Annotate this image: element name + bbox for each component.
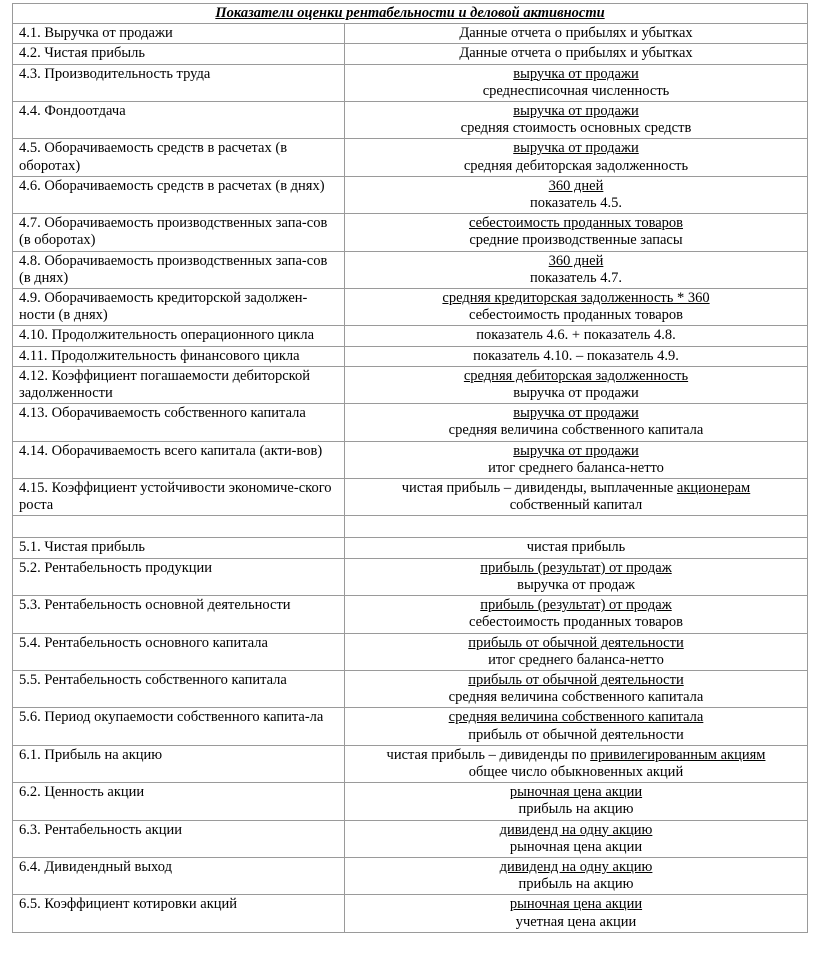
indicator-formula bbox=[345, 139, 808, 176]
indicator-formula bbox=[345, 404, 808, 441]
table-row bbox=[13, 289, 808, 326]
indicator-name: 4.14. Оборачиваемость всего капитала (акти-вов) bbox=[13, 441, 345, 478]
formula-numerator bbox=[351, 443, 801, 460]
numerator-text: дивиденд на одну акцию bbox=[499, 821, 653, 838]
table-row bbox=[13, 479, 808, 516]
empty-separator-row bbox=[13, 516, 808, 538]
numerator-text: прибыль от обычной деятельности bbox=[468, 671, 684, 688]
indicator-name: 4.9. Оборачиваемость кредиторской задолжен-ности (в днях) bbox=[13, 289, 345, 326]
table-row bbox=[13, 538, 808, 558]
formula-denominator: средняя стоимость основных средств bbox=[460, 120, 692, 137]
table-row bbox=[13, 783, 808, 820]
indicator-name: 4.11. Продолжительность финансового цикла bbox=[13, 346, 345, 366]
indicator-formula bbox=[345, 214, 808, 251]
formula-denominator: собственный капитал bbox=[509, 497, 643, 514]
formula-denominator: прибыль на акцию bbox=[518, 801, 634, 818]
formula-numerator bbox=[351, 103, 801, 120]
indicator-name: 4.3. Производительность труда bbox=[13, 64, 345, 101]
indicator-formula bbox=[345, 895, 808, 932]
formula-value: Данные отчета о прибылях и убытках bbox=[459, 25, 693, 42]
numerator-text: выручка от продажи bbox=[513, 442, 639, 459]
indicator-name: 5.4. Рентабельность основного капитала bbox=[13, 633, 345, 670]
formula-denominator: общее число обыкновенных акций bbox=[468, 763, 684, 780]
indicator-formula bbox=[345, 558, 808, 595]
indicator-formula bbox=[345, 24, 808, 44]
table-row bbox=[13, 176, 808, 213]
indicator-formula bbox=[345, 441, 808, 478]
formula-value: чистая прибыль bbox=[526, 539, 626, 556]
table-row bbox=[13, 633, 808, 670]
indicator-name: 4.8. Оборачиваемость производственных запа-сов (в днях) bbox=[13, 251, 345, 288]
indicator-formula bbox=[345, 633, 808, 670]
formula-denominator: учетная цена акции bbox=[515, 913, 637, 930]
indicator-name: 6.2. Ценность акции bbox=[13, 783, 345, 820]
formula-numerator bbox=[351, 747, 801, 764]
table-row bbox=[13, 404, 808, 441]
table-row bbox=[13, 24, 808, 44]
table-title: Показатели оценки рентабельности и деловой активности bbox=[13, 4, 808, 24]
table-row bbox=[13, 441, 808, 478]
table-row bbox=[13, 558, 808, 595]
indicator-formula bbox=[345, 783, 808, 820]
formula-numerator bbox=[351, 66, 801, 83]
table-row bbox=[13, 214, 808, 251]
table-row bbox=[13, 366, 808, 403]
numerator-text: прибыль от обычной деятельности bbox=[468, 634, 684, 651]
formula-numerator bbox=[351, 215, 801, 232]
numerator-text: себестоимость проданных товаров bbox=[468, 215, 684, 232]
formula-denominator: показатель 4.7. bbox=[529, 269, 623, 286]
numerator-text: средняя величина собственного капитала bbox=[448, 709, 704, 726]
formula-numerator bbox=[351, 896, 801, 913]
table-header-row bbox=[13, 4, 808, 24]
numerator-text: 360 дней bbox=[548, 177, 604, 194]
indicator-formula bbox=[345, 596, 808, 633]
formula-denominator: выручка от продажи bbox=[513, 385, 639, 402]
numerator-text: выручка от продажи bbox=[513, 65, 639, 82]
formula-denominator: средняя величина собственного капитала bbox=[448, 689, 704, 706]
formula-denominator: средняя дебиторская задолженность bbox=[463, 157, 689, 174]
formula-numerator bbox=[351, 140, 801, 157]
indicator-name: 4.12. Коэффициент погашаемости дебиторской задолженности bbox=[13, 366, 345, 403]
indicator-formula bbox=[345, 745, 808, 782]
formula-numerator bbox=[351, 859, 801, 876]
table-row bbox=[13, 326, 808, 346]
formula-denominator: себестоимость проданных товаров bbox=[468, 614, 684, 631]
indicator-name: 4.10. Продолжительность операционного цикла bbox=[13, 326, 345, 346]
indicator-formula bbox=[345, 289, 808, 326]
indicator-formula bbox=[345, 366, 808, 403]
numerator-text: дивиденд на одну акцию bbox=[499, 858, 653, 875]
numerator-text: прибыль (результат) от продаж bbox=[480, 597, 672, 614]
indicator-name: 4.6. Оборачиваемость средств в расчетах (в днях) bbox=[13, 176, 345, 213]
indicator-name: 6.4. Дивидендный выход bbox=[13, 857, 345, 894]
indicator-name: 4.15. Коэффициент устойчивости экономиче-ского роста bbox=[13, 479, 345, 516]
indicator-formula bbox=[345, 820, 808, 857]
formula-value: Данные отчета о прибылях и убытках bbox=[459, 45, 693, 62]
formula-numerator bbox=[351, 368, 801, 385]
table-row bbox=[13, 857, 808, 894]
numerator-text: средняя дебиторская задолженность bbox=[463, 367, 689, 384]
numerator-text: средняя кредиторская задолженность * 360 bbox=[442, 290, 710, 307]
indicator-name: 6.1. Прибыль на акцию bbox=[13, 745, 345, 782]
table-row bbox=[13, 44, 808, 64]
table-row bbox=[13, 102, 808, 139]
numerator-prefix: чистая прибыль – дивиденды по bbox=[386, 746, 591, 763]
indicator-formula bbox=[345, 102, 808, 139]
table-row bbox=[13, 251, 808, 288]
indicator-name: 4.13. Оборачиваемость собственного капитала bbox=[13, 404, 345, 441]
formula-denominator: прибыль на акцию bbox=[518, 876, 634, 893]
table-row bbox=[13, 708, 808, 745]
indicator-name: 4.2. Чистая прибыль bbox=[13, 44, 345, 64]
formula-numerator bbox=[351, 480, 801, 497]
indicator-name: 5.5. Рентабельность собственного капитала bbox=[13, 670, 345, 707]
formula-numerator bbox=[351, 635, 801, 652]
indicator-formula bbox=[345, 479, 808, 516]
indicator-formula bbox=[345, 251, 808, 288]
indicator-formula bbox=[345, 708, 808, 745]
formula-numerator bbox=[351, 560, 801, 577]
numerator-text: выручка от продажи bbox=[513, 103, 639, 120]
indicator-name: 4.7. Оборачиваемость производственных запа-сов (в оборотах) bbox=[13, 214, 345, 251]
formula-denominator: рыночная цена акции bbox=[509, 838, 643, 855]
numerator-text: рыночная цена акции bbox=[509, 896, 643, 913]
formula-numerator bbox=[351, 405, 801, 422]
indicator-formula bbox=[345, 670, 808, 707]
formula-numerator bbox=[351, 709, 801, 726]
table-row bbox=[13, 820, 808, 857]
table-row bbox=[13, 895, 808, 932]
formula-numerator bbox=[351, 253, 801, 270]
table-row bbox=[13, 139, 808, 176]
numerator-text: рыночная цена акции bbox=[509, 784, 643, 801]
formula-numerator bbox=[351, 672, 801, 689]
formula-denominator: выручка от продаж bbox=[517, 576, 635, 593]
table-row bbox=[13, 64, 808, 101]
indicator-name: 6.3. Рентабельность акции bbox=[13, 820, 345, 857]
formula-denominator: итог среднего баланса-нетто bbox=[488, 459, 664, 476]
indicator-name: 5.2. Рентабельность продукции bbox=[13, 558, 345, 595]
table-row bbox=[13, 346, 808, 366]
indicator-formula bbox=[345, 857, 808, 894]
numerator-text: выручка от продажи bbox=[513, 140, 639, 157]
indicator-formula bbox=[345, 176, 808, 213]
formula-denominator: средние производственные запасы bbox=[469, 232, 683, 249]
numerator-underlined: привилегированным акциям bbox=[590, 746, 766, 763]
formula-numerator bbox=[351, 597, 801, 614]
formula-denominator: итог среднего баланса-нетто bbox=[488, 651, 664, 668]
formula-denominator: прибыль от обычной деятельности bbox=[468, 726, 684, 743]
formula-denominator: себестоимость проданных товаров bbox=[468, 307, 684, 324]
indicator-formula bbox=[345, 64, 808, 101]
formula-denominator: средняя величина собственного капитала bbox=[448, 422, 704, 439]
formula-denominator: среднесписочная численность bbox=[482, 82, 670, 99]
indicator-name: 4.5. Оборачиваемость средств в расчетах (в оборотах) bbox=[13, 139, 345, 176]
numerator-text: 360 дней bbox=[548, 252, 604, 269]
indicator-name: 5.3. Рентабельность основной деятельности bbox=[13, 596, 345, 633]
table-row bbox=[13, 670, 808, 707]
formula-denominator: показатель 4.5. bbox=[529, 195, 623, 212]
indicator-name: 4.4. Фондоотдача bbox=[13, 102, 345, 139]
indicator-formula bbox=[345, 44, 808, 64]
formula-numerator bbox=[351, 290, 801, 307]
indicators-table bbox=[12, 3, 808, 933]
formula-numerator bbox=[351, 822, 801, 839]
formula-numerator bbox=[351, 178, 801, 195]
indicator-name: 5.1. Чистая прибыль bbox=[13, 538, 345, 558]
formula-value: показатель 4.6. + показатель 4.8. bbox=[476, 327, 676, 344]
indicator-formula bbox=[345, 326, 808, 346]
numerator-prefix: чистая прибыль – дивиденды, выплаченные bbox=[401, 480, 677, 497]
numerator-underlined: акционерам bbox=[676, 480, 751, 497]
numerator-text: прибыль (результат) от продаж bbox=[480, 559, 672, 576]
table-row bbox=[13, 596, 808, 633]
table-row bbox=[13, 745, 808, 782]
formula-numerator bbox=[351, 784, 801, 801]
indicator-name: 6.5. Коэффициент котировки акций bbox=[13, 895, 345, 932]
indicator-formula bbox=[345, 346, 808, 366]
numerator-text: выручка от продажи bbox=[513, 405, 639, 422]
indicator-formula bbox=[345, 538, 808, 558]
indicator-name: 5.6. Период окупаемости собственного капита-ла bbox=[13, 708, 345, 745]
indicator-name: 4.1. Выручка от продажи bbox=[13, 24, 345, 44]
formula-value: показатель 4.10. – показатель 4.9. bbox=[473, 347, 679, 364]
